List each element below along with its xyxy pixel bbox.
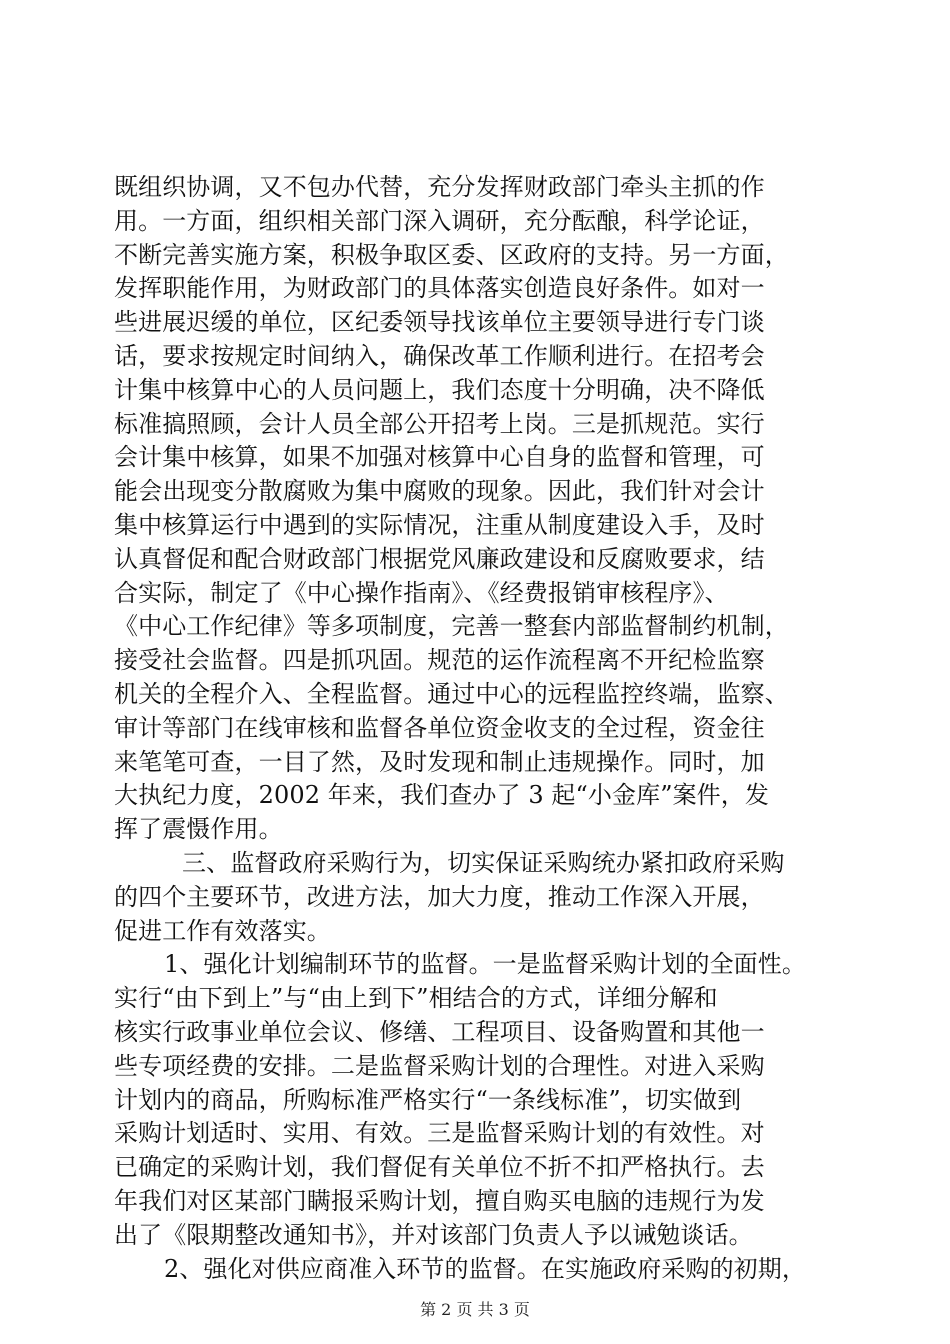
text-line: 机关的全程介入、全程监督。通过中心的远程监控终端，监察、 bbox=[114, 679, 789, 708]
text-line: 《中心工作纪律》等多项制度，完善一整套内部监督制约机制， bbox=[114, 612, 789, 641]
text-line: 大执纪力度，2002 年来，我们查办了 3 起“小金库”案件，发 bbox=[114, 781, 769, 810]
paragraph-start-line: 三、监督政府采购行为，切实保证采购统办紧扣政府采购 bbox=[182, 848, 785, 877]
text-line: 既组织协调，又不包办代替，充分发挥财政部门牵头主抓的作 bbox=[114, 173, 765, 201]
text-line: 已确定的采购计划，我们督促有关单位不折不扣严格执行。去 bbox=[114, 1153, 765, 1182]
text-line: 些进展迟缓的单位，区纪委领导找该单位主要领导进行专门谈 bbox=[114, 308, 765, 337]
text-line: 认真督促和配合财政部门根据党风廉政建设和反腐败要求，结 bbox=[114, 544, 765, 573]
text-line: 会计集中核算，如果不加强对核算中心自身的监督和管理，可 bbox=[114, 443, 765, 472]
text-line: 计划内的商品，所购标准严格实行“一条线标准”，切实做到 bbox=[114, 1085, 742, 1114]
text-line: 核实行政事业单位会议、修缮、工程项目、设备购置和其他一 bbox=[114, 1017, 765, 1046]
text-line: 用。一方面，组织相关部门深入调研，充分酝酿，科学论证， bbox=[114, 206, 765, 235]
paragraph-start-line: 2、强化对供应商准入环节的监督。在实施政府采购的初期， bbox=[164, 1254, 806, 1283]
text-line: 集中核算运行中遇到的实际情况，注重从制度建设入手，及时 bbox=[114, 510, 765, 539]
text-line: 来笔笔可查，一目了然，及时发现和制止违规操作。同时，加 bbox=[114, 747, 765, 776]
text-line: 计集中核算中心的人员问题上，我们态度十分明确，决不降低 bbox=[114, 375, 765, 404]
text-line: 接受社会监督。四是抓巩固。规范的运作流程离不开纪检监察 bbox=[114, 646, 765, 675]
text-line: 采购计划适时、实用、有效。三是监督采购计划的有效性。对 bbox=[114, 1119, 765, 1148]
text-line: 不断完善实施方案，积极争取区委、区政府的支持。另一方面， bbox=[114, 240, 789, 269]
text-line: 标准搞照顾，会计人员全部公开招考上岗。三是抓规范。实行 bbox=[114, 409, 765, 438]
text-line: 年我们对区某部门瞒报采购计划，擅自购买电脑的违规行为发 bbox=[114, 1186, 765, 1215]
text-line: 能会出现变分散腐败为集中腐败的现象。因此，我们针对会计 bbox=[114, 477, 765, 506]
paragraph-start-line: 1、强化计划编制环节的监督。一是监督采购计划的全面性。 bbox=[164, 950, 806, 979]
text-line: 的四个主要环节，改进方法，加大力度，推动工作深入开展， bbox=[114, 882, 765, 911]
text-line: 实行“由下到上”与“由上到下”相结合的方式，详细分解和 bbox=[114, 984, 718, 1013]
text-line: 促进工作有效落实。 bbox=[114, 916, 331, 945]
page-footer bbox=[0, 1300, 950, 1320]
text-line: 合实际，制定了《中心操作指南》、《经费报销审核程序》、 bbox=[114, 578, 729, 607]
text-line: 审计等部门在线审核和监督各单位资金收支的全过程，资金往 bbox=[114, 713, 765, 742]
document-body bbox=[114, 171, 874, 1286]
text-line: 话，要求按规定时间纳入，确保改革工作顺利进行。在招考会 bbox=[114, 341, 765, 370]
page-number-label: 第 2 页 共 3 页 bbox=[420, 1300, 530, 1319]
text-line: 挥了震慑作用。 bbox=[114, 815, 283, 844]
text-line: 出了《限期整改通知书》，并对该部门负责人予以诫勉谈话。 bbox=[114, 1220, 753, 1249]
text-line: 些专项经费的安排。二是监督采购计划的合理性。对进入采购 bbox=[114, 1051, 765, 1080]
text-line: 发挥职能作用，为财政部门的具体落实创造良好条件。如对一 bbox=[114, 274, 765, 303]
